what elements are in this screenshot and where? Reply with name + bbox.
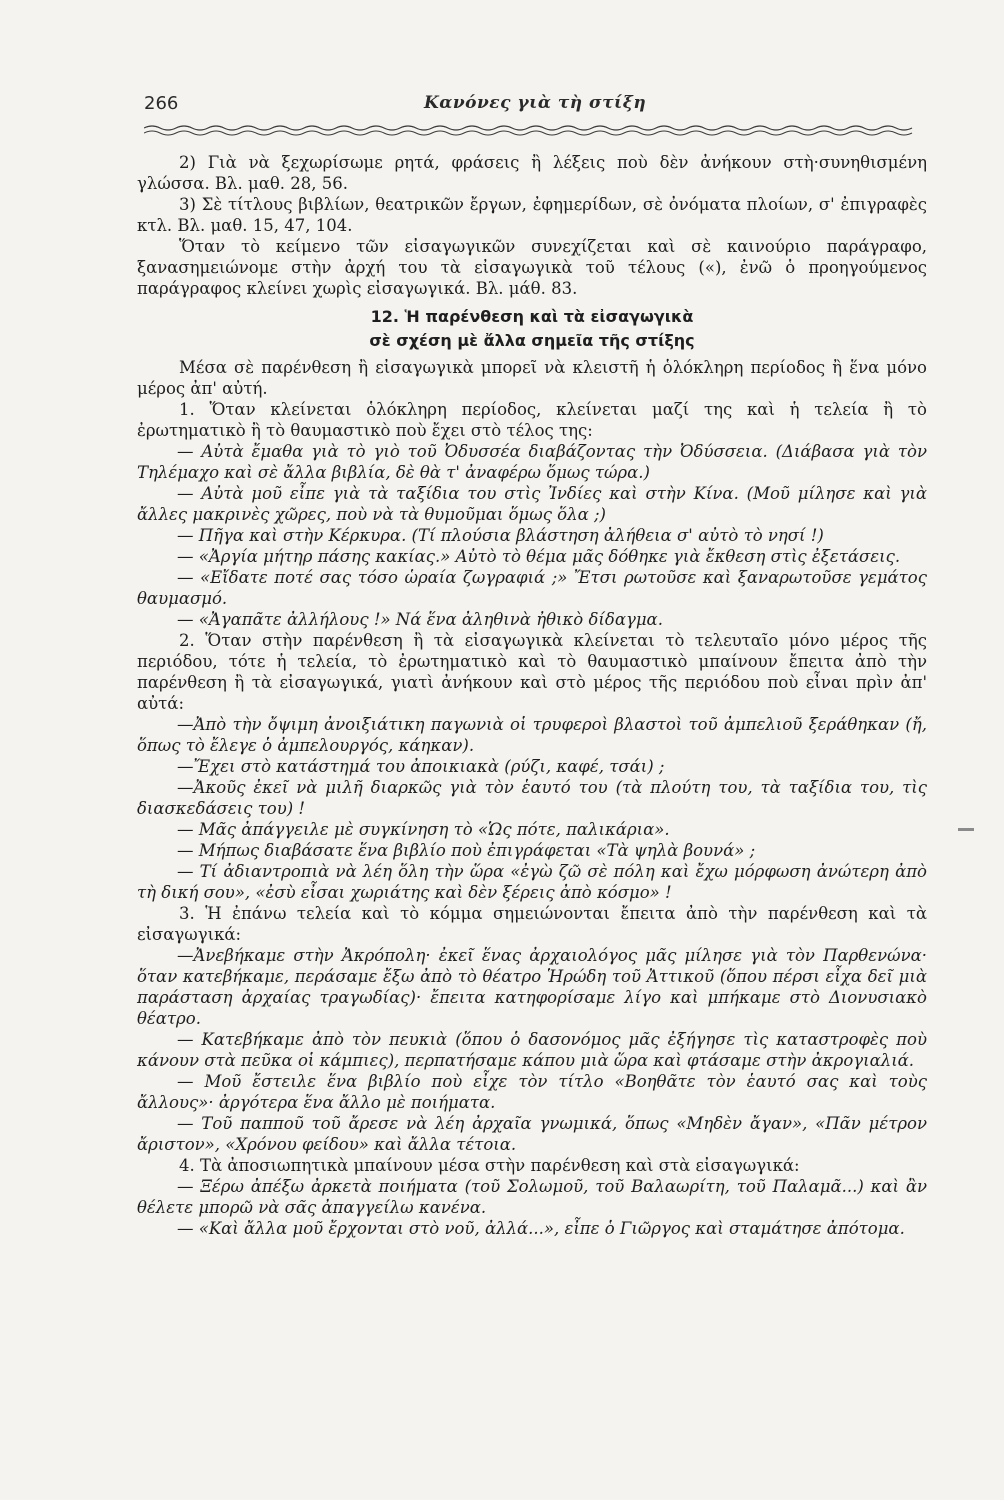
example-item: — Αὐτὰ μοῦ εἶπε γιὰ τὰ ταξίδια του στὶς Ἰνδίες καὶ στὴν Κίνα. (Μοῦ μίλησε καὶ γιὰ ἄλλες μακρινὲς χῶρες, ποὺ νὰ τὰ θυμοῦμαι ὅμως ὅλα ;)	[137, 484, 927, 524]
example-item: — Μᾶς ἀπάγγειλε μὲ συγκίνηση τὸ «Ὡς πότε, παλικάρια».	[177, 820, 670, 839]
example-item: — Κατεβήκαμε ἀπὸ τὸν πευκιὰ (ὅπου ὁ δασονόμος μᾶς ἐξήγησε τὶς καταστροφὲς ποὺ κάνουν στὰ πεῦκα οἱ κάμπιες), περπατήσαμε κάπου μιὰ ὥρα καὶ φτάσαμε στὴν ἀκρογιαλιά.	[137, 1030, 927, 1070]
rule-2: 2. Ὅταν στὴν παρένθεση ἢ τὰ εἰσαγωγικὰ κλείνεται τὸ τελευταῖο μόνο μέρος τῆς περιόδου, τότε ἡ τελεία, τὸ ἐρωτηματικὸ καὶ τὸ θαυμαστικὸ μπαίνουν ἔπειτα ἀπὸ τὴν παρένθεση ἢ τὰ εἰσαγωγικά, γιατὶ ἀνήκουν καὶ στὸ μέρος τῆς περιόδου ποὺ εἶναι πρὶν ἀπ' αὐτά:	[137, 631, 927, 713]
margin-mark	[958, 828, 974, 831]
running-title: Κανόνες γιὰ τὴ στίξη	[424, 93, 647, 113]
intro-paragraph: 3) Σὲ τίτλους βιβλίων, θεατρικῶν ἔργων, ἐφημερίδων, σὲ ὀνόματα πλοίων, σ' ἐπιγραφὲς κτλ. Βλ. μαθ. 15, 47, 104.	[137, 195, 927, 235]
example-item: — Αὐτὰ ἔμαθα γιὰ τὸ γιὸ τοῦ Ὀδυσσέα διαβάζοντας τὴν Ὀδύσσεια. (Διάβασα γιὰ τὸν Τηλέμαχο καὶ σὲ ἄλλα βιβλία, δὲ θὰ τ' ἀναφέρω ὅμως τώρα.)	[137, 442, 927, 482]
page-number: 266	[144, 93, 179, 114]
body-text	[137, 152, 927, 1239]
example-item: —Ἀπὸ τὴν ὄψιμη ἀνοιξιάτικη παγωνιὰ οἱ τρυφεροὶ βλαστοὶ τοῦ ἀμπελιοῦ ξεράθηκαν (ἤ, ὅπως τὸ ἔλεγε ὁ ἀμπελουργός, κάηκαν).	[137, 715, 927, 755]
example-item: — Τί ἀδιαντροπιὰ νὰ λέη ὅλη τὴν ὥρα «ἐγὼ ζῶ σὲ πόλη καὶ ἔχω μόρφωση ἀνώτερη ἀπὸ τὴ δική σου», «ἐσὺ εἶσαι χωριάτης καὶ δὲν ξέρεις ἀπὸ κόσμο» !	[137, 862, 927, 902]
rule-1: 1. Ὅταν κλείνεται ὁλόκληρη περίοδος, κλείνεται μαζί της καὶ ἡ τελεία ἢ τὸ ἐρωτηματικὸ ἢ τὸ θαυμαστικὸ ποὺ ἔχει στὸ τέλος της:	[137, 400, 927, 440]
section-heading	[137, 305, 927, 353]
example-item: — «Ἀγαπᾶτε ἀλλήλους !» Νά ἕνα ἀληθινὰ ἠθικὸ δίδαγμα.	[177, 610, 663, 629]
example-item: — «Εἴδατε ποτέ σας τόσο ὡραία ζωγραφιά ;» Ἔτσι ρωτοῦσε καὶ ξαναρωτοῦσε γεμάτος θαυμασμό.	[137, 568, 927, 608]
example-item: — Πῆγα καὶ στὴν Κέρκυρα. (Τί πλούσια βλάστηση ἀλήθεια σ' αὐτὸ τὸ νησί !)	[177, 526, 824, 545]
rule-3: 3. Ἡ ἐπάνω τελεία καὶ τὸ κόμμα σημειώνονται ἔπειτα ἀπὸ τὴν παρένθεση καὶ τὰ εἰσαγωγικά:	[137, 904, 927, 944]
section-lead: Μέσα σὲ παρένθεση ἢ εἰσαγωγικὰ μπορεῖ νὰ κλειστῆ ἡ ὁλόκληρη περίοδος ἢ ἕνα μόνο μέρος ἀπ' αὐτή.	[137, 358, 927, 398]
rule-4: 4. Τὰ ἀποσιωπητικὰ μπαίνουν μέσα στὴν παρένθεση καὶ στὰ εἰσαγωγικά:	[179, 1156, 800, 1175]
example-item: —Ἀκοῦς ἐκεῖ νὰ μιλῆ διαρκῶς γιὰ τὸν ἑαυτό του (τὰ πλούτη του, τὰ ταξίδια του, τὶς διασκεδάσεις του) !	[137, 778, 927, 818]
page-header	[144, 93, 914, 123]
section-heading-line: 12. Ἡ παρένθεση καὶ τὰ εἰσαγωγικὰ	[370, 307, 694, 326]
example-item: — «Ἀργία μήτηρ πάσης κακίας.» Αὐτὸ τὸ θέμα μᾶς δόθηκε γιὰ ἔκθεση στὶς ἐξετάσεις.	[177, 547, 901, 566]
example-item: — Μοῦ ἔστειλε ἕνα βιβλίο ποὺ εἶχε τὸν τίτλο «Βοηθᾶτε τὸν ἑαυτό σας καὶ τοὺς ἄλλους»· ἀργότερα ἕνα ἄλλο μὲ ποιήματα.	[137, 1072, 927, 1112]
example-item: — Μήπως διαβάσατε ἕνα βιβλίο ποὺ ἐπιγράφεται «Τὰ ψηλὰ βουνά» ;	[177, 841, 756, 860]
example-item: — Τοῦ παπποῦ τοῦ ἄρεσε νὰ λέη ἀρχαῖα γνωμικά, ὅπως «Μηδὲν ἄγαν», «Πᾶν μέτρον ἄριστον», «Χρόνου φείδου» καὶ ἄλλα τέτοια.	[137, 1114, 927, 1154]
intro-paragraph: Ὅταν τὸ κείμενο τῶν εἰσαγωγικῶν συνεχίζεται καὶ σὲ καινούριο παράγραφο, ξανασημειώνομε στὴν ἀρχή του τὰ εἰσαγωγικὰ τοῦ τέλους («), ἐνῶ ὁ προηγούμενος παράγραφος κλείνει χωρὶς εἰσαγωγικά. Βλ. μάθ. 83.	[137, 237, 927, 298]
header-wavy-rule	[144, 124, 914, 136]
example-item: —Ἀνεβήκαμε στὴν Ἀκρόπολη· ἐκεῖ ἕνας ἀρχαιολόγος μᾶς μίλησε γιὰ τὸν Παρθενώνα· ὅταν κατεβήκαμε, περάσαμε ἔξω ἀπὸ τὸ θέατρο Ἡρώδη τοῦ Ἀττικοῦ (ὅπου πέρσι εἶχα δεῖ μιὰ παράσταση ἀρχαίας τραγωδίας)· ἔπειτα κατηφορίσαμε λίγο καὶ μπήκαμε στὸ Διονυσιακὸ θέατρο.	[137, 946, 927, 1028]
section-heading-line: σὲ σχέση μὲ ἄλλα σημεῖα τῆς στίξης	[369, 331, 695, 350]
intro-paragraph: 2) Γιὰ νὰ ξεχωρίσωμε ρητά, φράσεις ἢ λέξεις ποὺ δὲν ἀνήκουν στὴ·συνηθισμένη γλώσσα. Βλ. μαθ. 28, 56.	[137, 153, 927, 193]
example-item: — «Καὶ ἄλλα μοῦ ἔρχονται στὸ νοῦ, ἀλλά...», εἶπε ὁ Γιῶργος καὶ σταμάτησε ἀπότομα.	[177, 1219, 905, 1238]
example-item: —Ἔχει στὸ κατάστημά του ἀποικιακὰ (ρύζι, καφέ, τσάι) ;	[177, 757, 665, 776]
example-item: — Ξέρω ἀπέξω ἀρκετὰ ποιήματα (τοῦ Σολωμοῦ, τοῦ Βαλαωρίτη, τοῦ Παλαμᾶ...) καὶ ἂν θέλετε μπορῶ νὰ σᾶς ἀπαγγείλω κανένα.	[137, 1177, 927, 1217]
